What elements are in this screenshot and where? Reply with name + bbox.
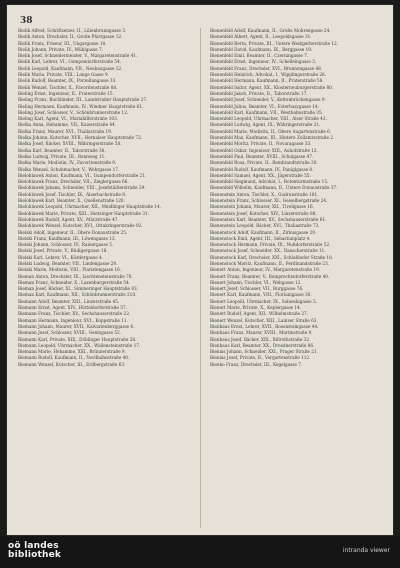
directory-entry: Bielik Rudolf, Beamter, IX., Porzellangasse 33.	[18, 78, 117, 84]
directory-entry: Biemann Franz, Tischler, XV., Sechshauserstraße 22.	[18, 311, 131, 317]
directory-entry: Bieling Franz, Buchbinder, III., Landstraßer Hauptstraße 27.	[18, 97, 148, 103]
directory-entry: Bielik Josef, Schneidermeister, V., Margaretenstraße 41.	[18, 53, 138, 59]
directory-entry: Bienenstock Adolf, Kaufmann, II., Zirkusgasse 29.	[210, 229, 317, 235]
directory-entry: Bielohlawek Leopold, Uhrmacher, XII., Meidlinger Hauptstraße 14.	[18, 204, 162, 210]
viewer-brand-label[interactable]: intranda viewer	[342, 547, 390, 554]
directory-entry: Bienko Franz, Drechsler, III., Kegelgasse 7.	[210, 361, 303, 367]
directory-entry: Bienhaus Ernst, Lehrer, XVII., Rosensteingasse 44.	[210, 323, 319, 329]
directory-entry: Bienenfeld Julius, Beamter, VI., Esterhazygasse 14.	[210, 103, 319, 109]
directory-entry: Bielka Marie, Modistin, IV., Favoritenstraße 9.	[18, 160, 117, 166]
directory-entry: Bielohlawek Wenzel, Kutscher, XVI., Ottakringerstraße 92.	[18, 223, 143, 229]
library-logo[interactable]	[8, 542, 61, 560]
directory-entry: Bienhaus Franz, Maurer, XVIII., Martinstraße 9.	[210, 330, 313, 336]
directory-entry: Bienenfeld Rosa, Private, II., Rembrandtstraße 20.	[210, 160, 318, 166]
directory-entry: Bienenstein Franz, Schlosser, XI., Geiselbergstraße 24.	[210, 198, 328, 204]
directory-entry: Bienenfeld Albert, Agent, II., Leopoldsgasse 31.	[210, 34, 312, 40]
page-number: 38	[20, 16, 33, 26]
left-column	[18, 28, 194, 534]
directory-entry: Bienenfeld Max, Kaufmann, III., Hintere Zollamtsstraße 2.	[210, 135, 335, 141]
directory-entry: Bienenfeld Ludwig, Agent, IX., Währingerstraße 21.	[210, 122, 321, 128]
directory-entry: Bienias Josef, Private, II., Vorgartenstraße 112.	[210, 355, 311, 361]
directory-entry: Bienert Anton, Ingenieur, IV., Margaretenstraße 19.	[210, 267, 321, 273]
directory-entry: Bielik Leopold, Kaufmann, VII., Neubaugasse 22.	[18, 65, 123, 71]
directory-entry: Bielohlawek Marie, Private, XIII., Hietzinger Hauptstraße 31.	[18, 210, 149, 216]
directory-entry: Bienenstein Leopold, Bäcker, XVI., Thaliastraße 73.	[210, 223, 320, 229]
directory-entry: Bienert Johann, Tischler, VI., Webgasse 12.	[210, 279, 302, 285]
directory-entry: Bienenfeld Franz, Drechsler, XVI., Brunnengasse 48.	[210, 65, 323, 71]
scanned-page	[6, 4, 394, 536]
directory-entry: Bienenfeld Leopold, Uhrmacher, VIII., Alser Straße 43.	[210, 116, 327, 122]
directory-entry: Bielik Johann, Private, IV., Mühlgasse 7.	[18, 46, 103, 52]
directory-entry: Bielski Marie, Modistin, VIII., Piaristengasse 16.	[18, 267, 122, 273]
directory-entry: Bieling Ernst, Ingenieur, II., Praterstraße 15.	[18, 90, 114, 96]
directory-entry: Bieman Franz, Schneider, X., Laxenburgerstraße 54.	[18, 279, 131, 285]
directory-entry: Bienenfeld David, Kaufmann, IX., Berggasse 19.	[210, 46, 313, 52]
directory-entry: Biemann Karl, Private, XIX., Döblinger Hauptstraße 28.	[18, 336, 137, 342]
directory-entry: Bieman Karl, Kaufmann, XII., Schönbrunnerstraße 210.	[18, 292, 137, 298]
logo-line-1: oö landes	[8, 541, 59, 551]
directory-entry: Bielohlawek Anton, Kaufmann, VI., Gumpendorferstraße 21.	[18, 172, 147, 178]
directory-entry: Biemann Rudolf, Kaufmann, II., Nordbahnstraße 40.	[18, 355, 130, 361]
directory-entry: Bienenfeld Marie, Modistin, II., Obere Augartenstraße 6.	[210, 128, 332, 134]
directory-entry: Bielohlawek Rudolf, Agent, XV., Märzstraße 47.	[18, 216, 119, 222]
directory-entry: Bienenstock Emil, Agent, III., Sebastianplatz 4.	[210, 235, 311, 241]
directory-entry: Bielka Johann, Kutscher, XVII., Hernalser Hauptstraße 72.	[18, 135, 143, 141]
directory-entry: Bienert Wenzel, Kutscher, XIII., Lainzer Straße 63.	[210, 317, 318, 323]
directory-entry: Bieling Josef, Schlosser, V., Schönbrunnerstraße 12.	[18, 109, 129, 115]
directory-entry: Bielik Anton, Drechsler, II., Große Pfarrgasse 12.	[18, 34, 123, 40]
directory-entry: Biemann Hermann, Ingenieur, XVI., Koppstraße 11.	[18, 317, 128, 323]
directory-entry: Bielski Karl, Lehrer, VI., Köstlergasse 4.	[18, 254, 103, 260]
directory-entry: Bienenfeld Samuel, Agent, XX., Jägerstraße 55.	[210, 172, 311, 178]
directory-entry: Biemann Josef, Schlosser, XVIII., Gentzgasse 52.	[18, 330, 122, 336]
directory-entry: Bienenfeld Moritz, Private, II., Novaragasse 33.	[210, 141, 312, 147]
directory-entry: Bienenfeld Adolf, Kaufmann, II., Große Mohrengasse 24.	[210, 28, 331, 33]
directory-entry: Bienenstock Moritz, Kaufmann, II., Ferdinandstraße 23.	[210, 260, 330, 266]
directory-entry: Bielka Wenzel, Schuhmacher, V., Wehrgasse 17.	[18, 166, 120, 172]
directory-entry: Bienenfeld Oskar, Ingenieur, XIII., Auhofstraße 12.	[210, 147, 318, 153]
directory-entry: Bienert Leopold, Uhrmacher, IX., Sobieskigasse 5.	[210, 298, 317, 304]
directory-entry: Bienert Karl, Kaufmann, VIII., Florianigasse 30.	[210, 292, 312, 298]
directory-entry: Biemann Ernst, Agent, XIV., Hütteldorferstraße 37.	[18, 305, 127, 311]
directory-entry: Bielik Maria, Private, VIII., Lange Gasse 9.	[18, 72, 109, 78]
directory-entry: Bienert Josef, Schlosser, VII., Burggasse 76.	[210, 286, 304, 292]
directory-entry: Bienenstock Josef, Schneider, XX., Rauscherstraße 11.	[210, 248, 326, 254]
directory-entry: Bielik Wenzel, Tischler, X., Favoritenstraße 88.	[18, 84, 118, 90]
directory-entry: Bienenfeld Karl, Kaufmann, VII., Westbahnstraße 35.	[210, 109, 323, 115]
directory-entry: Bienenfeld Heinrich, Advokat, I., Wipplingerstraße 26.	[210, 72, 327, 78]
directory-entry: Bienenfeld Rudolf, Kaufmann, IV., Paniglgasse 8.	[210, 166, 314, 172]
directory-entry: Bienenfeld Emil, Beamter, II., Czerningasse 7.	[210, 53, 309, 59]
directory-entry: Bienenstein Johann, Maurer, XII., Tivoligasse 16.	[210, 204, 314, 210]
directory-entry: Bienenstock Karl, Drechsler, XXI., Schloßhofer Straße 18.	[210, 254, 334, 260]
directory-entry: Bienenstein Anton, Tischler, X., Gudrunstraße 101.	[210, 191, 319, 197]
column-divider	[200, 28, 201, 528]
directory-entry: Bielski Ludwig, Beamter, VII., Lindengasse 29.	[18, 260, 118, 266]
directory-entry: Bienenfeld Ernst, Ingenieur, IV., Schelleingasse 3.	[210, 59, 317, 65]
directory-entry: Bielohlawek Josef, Tischler, IX., Alserbachstraße 8.	[18, 191, 127, 197]
directory-entry: Bienenfeld Berta, Private, III., Untere Weißgerberstraße 12.	[210, 40, 339, 46]
directory-entry: Biemann Johann, Maurer, XVII., Kalvarienberggasse 6.	[18, 323, 135, 329]
directory-entry: Bienenfeld Isidor, Agent, XX., Klosterneuburgerstraße 80.	[210, 84, 334, 90]
directory-entry: Bielik Franz, Friseur, III., Ungargasse 18.	[18, 40, 107, 46]
directory-entry: Bielski Franz, Kaufmann, III., Löwengasse 13.	[18, 235, 116, 241]
directory-entry: Bienenfeld Jakob, Private, II., Taborstraße 17.	[210, 90, 308, 96]
directory-entry: Bielik Karl, Lehrer, VI., Gumpendorferstraße 54.	[18, 59, 122, 65]
directory-entry: Biemann Adolf, Beamter, XIII., Linzerstraße 45.	[18, 298, 120, 304]
directory-entry: Bienias Johann, Schneider, XXI., Prager Straße 21.	[210, 349, 318, 355]
directory-entry: Bienenfeld Josef, Schneider, V., Kettenbrückengasse 9.	[210, 97, 326, 103]
directory-entry: Bienenstock Hermann, Private, IX., Nußdorferstraße 52.	[210, 242, 331, 248]
directory-entry: Bieling Hermann, Kaufmann, IV., Wiedner Hauptstraße 61.	[18, 103, 144, 109]
directory-entry: Bielka Franz, Maurer, XVI., Thaliastraße 19.	[18, 128, 113, 134]
directory-entry: Bienert Franz, Beamter, V., Reinprechtsdorferstraße 40.	[210, 273, 330, 279]
directory-entry: Bienert Rudolf, Agent, XII., Wilhelmstraße 27.	[210, 311, 309, 317]
directory-entry: Bielka Josef, Bäcker, XVIII., Währingerstraße 58.	[18, 141, 122, 147]
directory-entry: Bielski Johann, Schlosser, IV., Rainergasse 5.	[18, 242, 114, 248]
directory-entry: Biemann Wenzel, Kutscher, III., Erdbergstraße 63.	[18, 361, 126, 367]
directory-entry: Bienenstein Karl, Beamter, XV., Sechshauserstraße 61.	[210, 216, 327, 222]
directory-entry: Bienhaus Karl, Beamter, XX., Dresdnerstraße 86.	[210, 342, 315, 348]
directory-entry: Bienenfeld Hermann, Kaufmann, II., Praterstraße 58.	[210, 78, 324, 84]
directory-entry: Bielka Anna, Hebamme, VII., Kaiserstraße 44.	[18, 122, 117, 128]
directory-entry: Bielohlawek Karl, Beamter, X., Quellenstraße 120.	[18, 198, 125, 204]
directory-entry: Bieling Karl, Agent, VI., Mariahilferstraße 103.	[18, 116, 119, 122]
directory-entry: Bielka Karl, Beamter, II., Taborstraße 36.	[18, 147, 106, 153]
directory-entry: Bielik Alfred, Schriftsetzer, II., Lilienbrunngasse 3.	[18, 28, 127, 33]
directory-entry: Bienert Marie, Private, X., Keplergasse 14.	[210, 305, 302, 311]
directory-entry: Bienhaus Josef, Bäcker, XIX., Billrothstraße 32.	[210, 336, 311, 342]
directory-entry: Bienenfeld Paul, Beamter, XVIII., Schulgasse 47.	[210, 153, 314, 159]
directory-entry: Bielski Josef, Private, V., Rüdigergasse 18.	[18, 248, 108, 254]
directory-entry: Biemann Marie, Hebamme, XXI., Brünnerstraße 9.	[18, 349, 126, 355]
directory-entry: Bielski Adolf, Ingenieur, II., Obere Donaustraße 25.	[18, 229, 128, 235]
logo-line-2: bibliothek	[8, 550, 62, 560]
directory-entry: Bieman Anton, Drechsler, IX., Liechtensteinstraße 70.	[18, 273, 133, 279]
directory-entry: Biemann Leopold, Uhrmacher, XX., Wallensteinstraße 17.	[18, 342, 141, 348]
directory-entry: Bienenfeld Wilhelm, Kaufmann, II., Untere Donaustraße 37.	[210, 185, 338, 191]
directory-entry: Bieman Josef, Bäcker, XI., Simmeringer Hauptstraße 83.	[18, 286, 139, 292]
directory-entry: Bielohlawek Johann, Schneider, VIII., Josefstädterstraße 39.	[18, 185, 146, 191]
right-column	[210, 28, 386, 534]
directory-entry: Bienenfeld Siegmund, Advokat, I., Rotenturmstraße 15.	[210, 179, 329, 185]
directory-entry: Bielka Ludwig, Private, III., Rennweg 11.	[18, 153, 106, 159]
directory-entry: Bienenstein Josef, Kutscher, XIV., Linzerstraße 88.	[210, 210, 317, 216]
directory-entry: Bielohlawek Franz, Drechsler, VII., Zieglergasse 66.	[18, 179, 129, 185]
